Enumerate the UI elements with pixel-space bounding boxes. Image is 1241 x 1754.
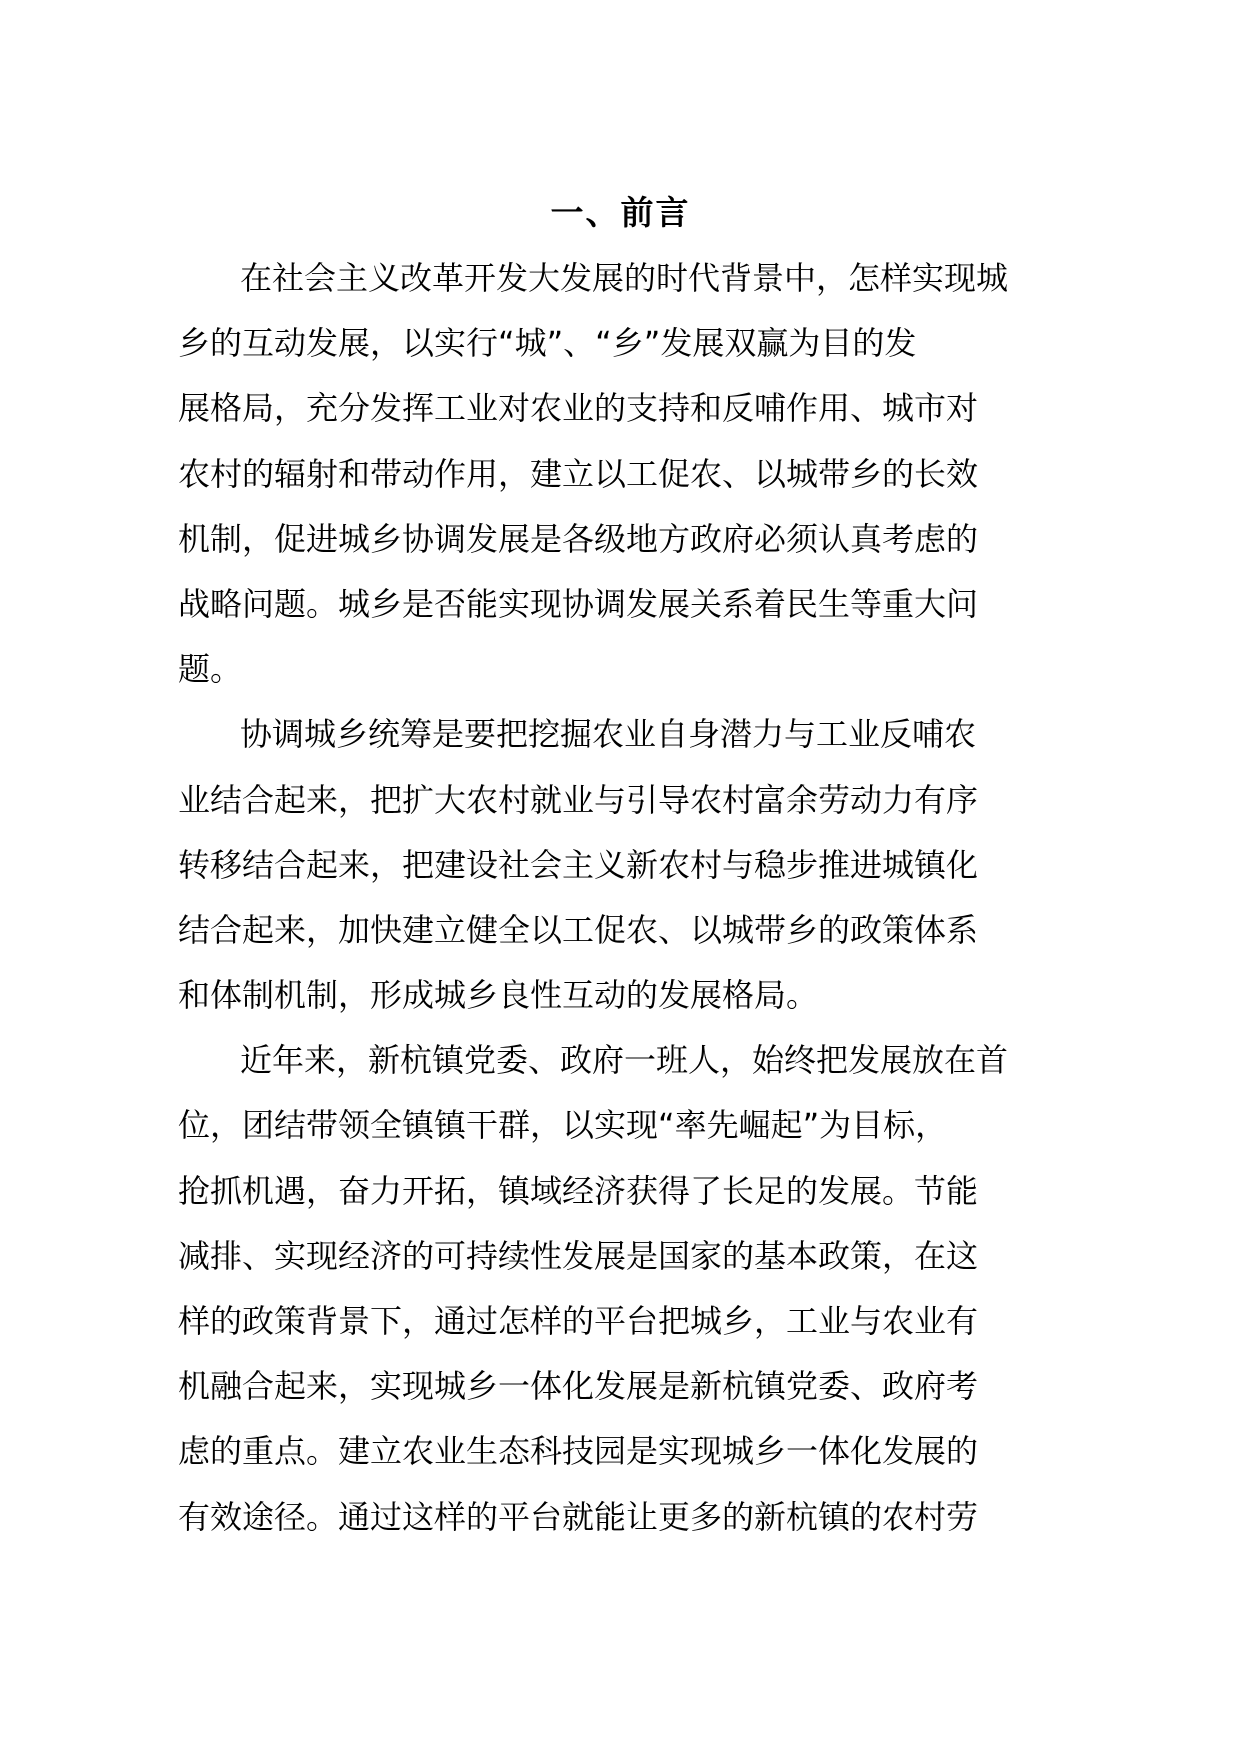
- text-line: 协调城乡统筹是要把挖掘农业自身潜力与工业反哺农: [240, 715, 977, 754]
- text-line: 样的政策背景下，通过怎样的平台把城乡，工业与农业有: [178, 1302, 979, 1340]
- text-line: 战略问题。城乡是否能实现协调发展关系着民生等重大问: [178, 584, 979, 623]
- text-line: 抢抓机遇，奋力开拓，镇域经济获得了长足的发展。节能: [178, 1171, 979, 1210]
- paragraph-1: [178, 246, 1073, 702]
- text-line: 有效途径。通过这样的平台就能让更多的新杭镇的农村劳: [178, 1497, 979, 1536]
- text-line: 在社会主义改革开发大发展的时代背景中，怎样实现城: [240, 259, 1009, 297]
- text-line: 位，团结带领全镇镇干群，以实现“率先崛起”为目标，: [178, 1106, 948, 1145]
- text-line: 机制，促进城乡协调发展是各级地方政府必须认真考虑的: [178, 519, 979, 558]
- body-text: [178, 246, 1073, 1550]
- text-line: 业结合起来，把扩大农村就业与引导农村富余劳动力有序: [178, 780, 979, 819]
- paragraph-2: [178, 702, 1073, 1028]
- text-line: 展格局，充分发挥工业对农业的支持和反哺作用、城市对: [178, 389, 979, 428]
- text-line: 机融合起来，实现城乡一体化发展是新杭镇党委、政府考: [178, 1367, 979, 1406]
- text-line: 题。: [178, 650, 243, 689]
- text-line: 减排、实现经济的可持续性发展是国家的基本政策，在这: [178, 1236, 979, 1275]
- text-line: 虑的重点。建立农业生态科技园是实现城乡一体化发展的: [178, 1432, 979, 1471]
- paragraph-3: [178, 1028, 1073, 1550]
- text-line: 转移结合起来，把建设社会主义新农村与稳步推进城镇化: [178, 845, 979, 884]
- text-line: 结合起来，加快建立健全以工促农、以城带乡的政策体系: [178, 910, 979, 949]
- text-line: 近年来，新杭镇党委、政府一班人，始终把发展放在首: [240, 1041, 1009, 1080]
- text-line: 乡的互动发展，以实行“城”、“乡”发展双赢为目的发: [178, 324, 917, 363]
- text-line: 农村的辐射和带动作用，建立以工促农、以城带乡的长效: [178, 454, 979, 493]
- section-heading: 一、前言: [550, 193, 691, 232]
- text-line: 和体制机制，形成城乡良性互动的发展格局。: [178, 976, 819, 1015]
